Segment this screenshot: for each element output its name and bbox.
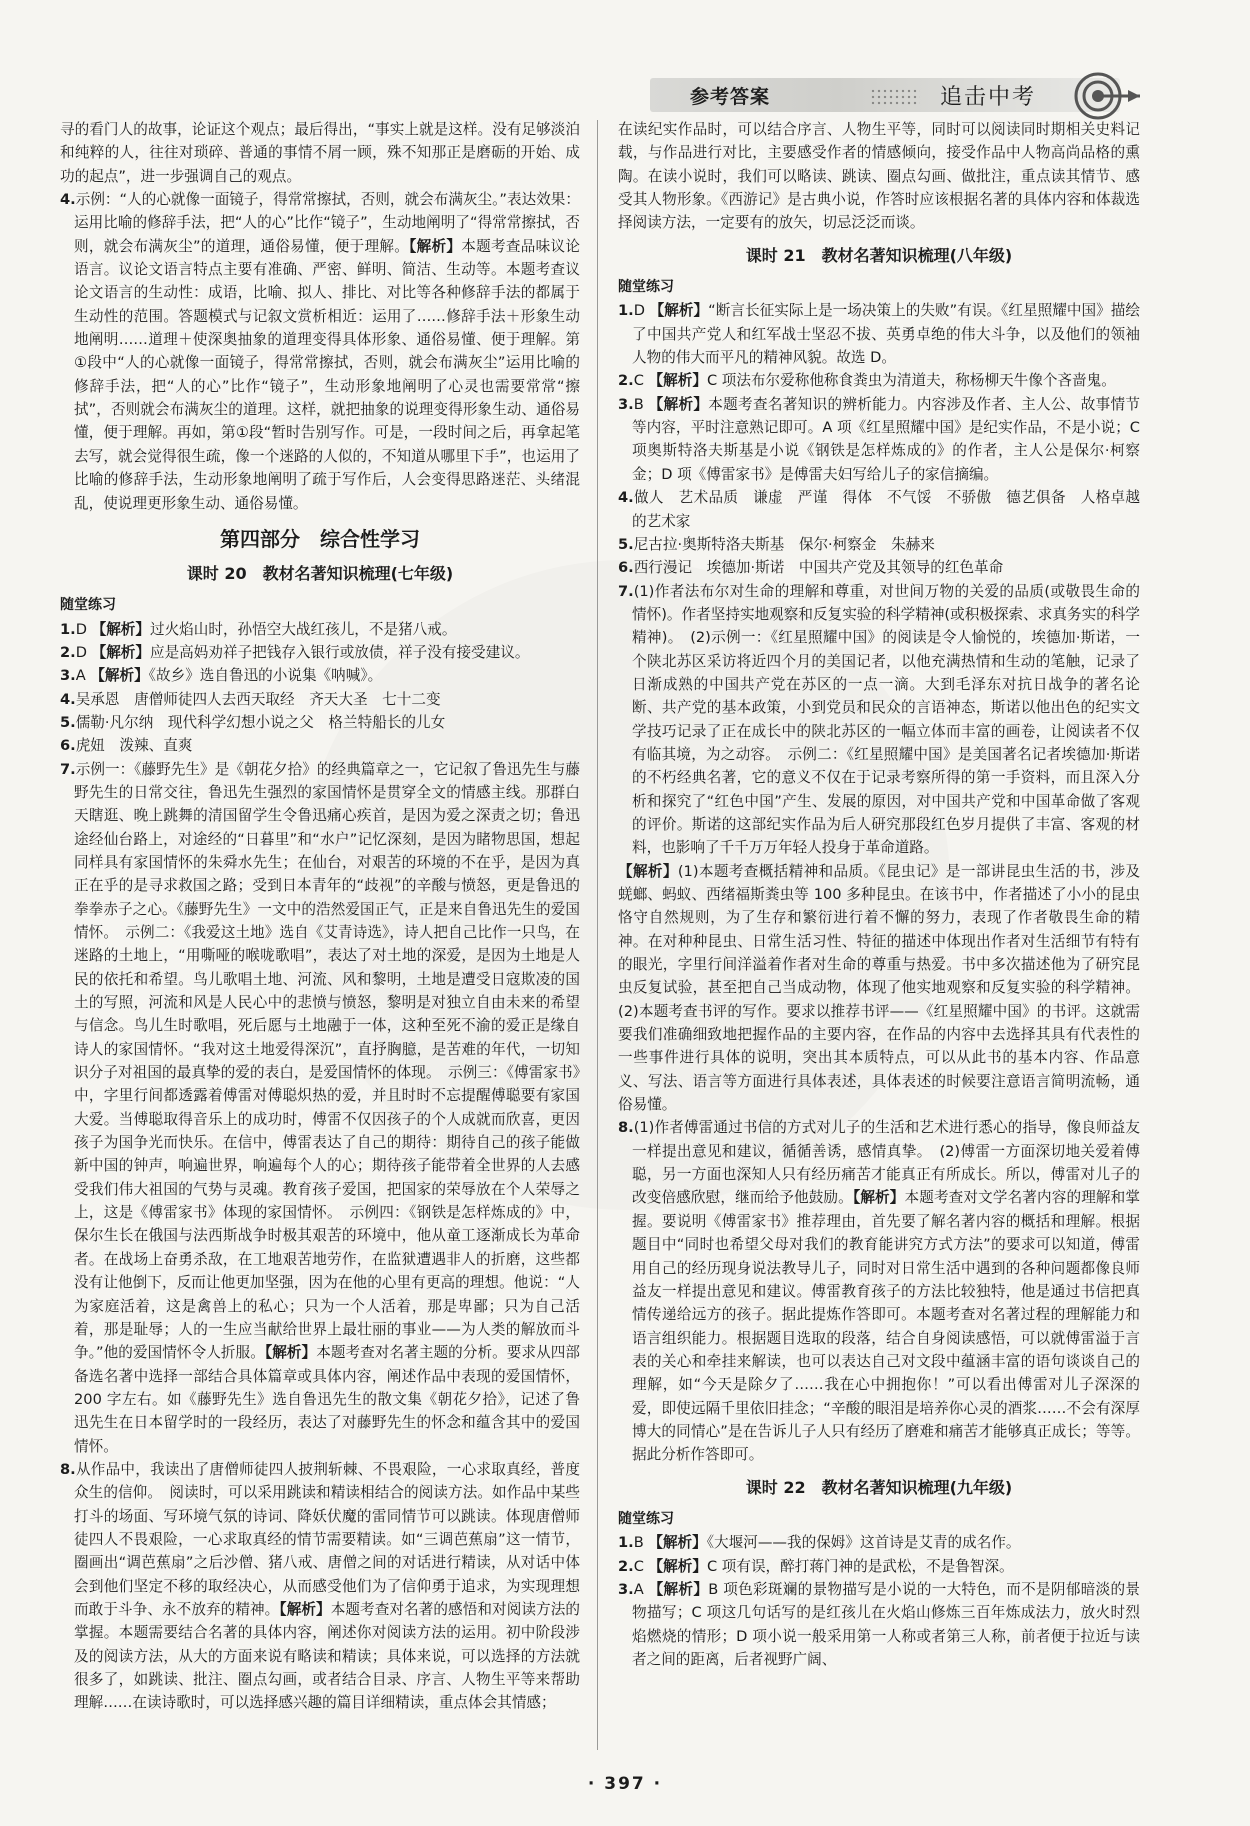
- answer-item: 3.A 【解析】《故乡》选自鲁迅的小说集《呐喊》。: [60, 667, 383, 685]
- answer-item: 4.吴承恩 唐僧师徒四人去西天取经 齐天大圣 七十二变: [60, 690, 441, 708]
- answer-item: 2.D 【解析】应是高妈劝祥子把钱存入银行或放债，祥子没有接受建议。: [60, 643, 530, 661]
- target-arrow-icon: [1070, 70, 1142, 122]
- answer-item: 7.(1)作者法布尔对生命的理解和尊重，对世间万物的关爱的品质(或敬畏生命的情怀)。作者坚持实地观察和反复实验的科学精神(或积极探索、求真务实的科学精神)。 (2)示例一：《红星照耀中国》的阅读是令人愉悦的，埃德加·斯诺，一个陕北苏区采访将近四个月的美国记者，以他充满热情和生动的笔触，记录了日渐成熟的中国共产党在苏区的一点一滴。大到毛泽东对抗日战争的著名论断、共产党的基本政策，小到党员和民众的言语神态，斯诺以他出色的纪实文学技巧记录了正在成长中的陕北苏区的一幅立体而丰富的画卷，让阅读者不仅有临其境，为之动容。 示例二：《红星照耀中国》是美国著名记者埃德加·斯诺的不朽经典名著，它的意义不仅在于记录考察所得的第一手资料，而且深入分析和探究了“红色中国”产生、发展的原因，对中国共产党和中国革命做了客观的评价。斯诺的这部纪实作品为后人研究那段红色岁月提供了丰富、客观的材料，也影响了千千万万年轻人投身于革命道路。: [618, 582, 1140, 857]
- answer-item: 2.C 【解析】C 项有误，醉打蒋门神的是武松，不是鲁智深。: [618, 1557, 1014, 1575]
- subhead: 随堂练习: [60, 597, 116, 614]
- header-label: 参考答案: [690, 86, 771, 108]
- page-number: · 397 ·: [587, 1774, 663, 1794]
- subhead: 随堂练习: [618, 279, 674, 296]
- answer-item: 3.B 【解析】本题考查名著知识的辨析能力。内容涉及作者、主人公、故事情节等内容，平时注意熟记即可。A 项《红星照耀中国》是纪实作品，不是小说；C 项奥斯特洛夫斯基是小说《钢铁是怎样炼成的》的作者，主人公是保尔·柯察金；D 项《傅雷家书》是傅雷夫妇写给儿子的家信摘编。: [618, 395, 1140, 483]
- lesson-title: 课时 21 教材名著知识梳理(八年级): [745, 245, 1013, 265]
- lesson-title: 课时 20 教材名著知识梳理(七年级): [186, 563, 454, 583]
- answer-item: 4.示例：“人的心就像一面镜子，得常常擦拭，否则，就会布满灰尘。”表达效果：运用比喻的修辞手法，把“人的心”比作“镜子”，生动地阐明了“得常常擦拭，否则，就会布满灰尘”的道理，通俗易懂，便于理解。【解析】本题考查品味议论语言。议论文语言特点主要有准确、严密、鲜明、简洁、生动等。本题考查议论文语言的生动性：成语，比喻、拟人、排比、对比等各种修辞手法的都属于生动性的范围。答题模式与记叙文赏析相近：运用了……修辞手法＋形象生动地阐明……道理＋使深奥抽象的道理变得具体形象、通俗易懂、便于理解。第①段中“人的心就像一面镜子，得常常擦拭，否则，就会布满灰尘”运用比喻的修辞手法，把“人的心”比作“镜子”，生动形象地阐明了心灵也需要常常“擦拭”，否则就会布满灰尘的道理。这样，就把抽象的说理变得形象生动、通俗易懂，便于理解。再如，第①段“暂时告别写作。可是，一段时间之后，再拿起笔去写，就会觉得很生疏，像一个迷路的人似的，不知道从哪里下手”，也运用了比喻的修辞手法，生动形象地阐明了疏于写作后，人会变得思路迷茫、头绪混乱，使说理更形象生动、通俗易懂。: [60, 191, 580, 512]
- answer-item: 5.尼古拉·奥斯特洛夫斯基 保尔·柯察金 朱赫来: [618, 535, 935, 553]
- answer-item: 6.西行漫记 埃德加·斯诺 中国共产党及其领导的红色革命: [618, 559, 1004, 577]
- lesson-title: 课时 22 教材名著知识梳理(九年级): [745, 1477, 1013, 1497]
- header-dots-decoration: [870, 88, 920, 106]
- header-slogan: 追击中考: [940, 85, 1037, 110]
- answer-item: 1.D 【解析】过火焰山时，孙悟空大战红孩儿，不是猪八戒。: [60, 620, 457, 638]
- answer-item: 8.(1)作者傅雷通过书信的方式对儿子的生活和艺术进行悉心的指导，像良师益友一样提出意见和建议，循循善诱，感情真挚。 (2)傅雷一方面深切地关爱着傅聪，另一方面也深知人只有经历痛苦才能真正有所成长。所以，傅雷对儿子的改变倍感欣慰，继而给予他鼓励。【解析】本题考查对文学名著内容的理解和掌握。要说明《傅雷家书》推荐理由，首先要了解名著内容的概括和理解。根据题目中“同时也希望父母对我们的教育能讲究方式方法”的要求可以知道，傅雷用自己的经历现身说法教导儿子，同时对日常生活中遇到的各种问题都像良师益友一样提出意见和建议。傅雷教育孩子的方法比较独特，他是通过书信把真情传递给远方的孩子。据此提炼作答即可。本题考查对名著过程的理解能力和语言组织能力。根据题目选取的段落，结合自身阅读感悟，可以就傅雷溢于言表的关心和牵挂来解读，也可以表达自己对文段中蕴涵丰富的语句谈谈自己的理解，如“今天是除夕了……我在心中拥抱你！”可以看出傅雷对儿子深深的爱，即使远隔千里依旧挂念；“辛酸的眼泪是培养你心灵的酒浆……不会有深厚博大的同情心”是在告诉儿子人只有经历了磨难和痛苦才能够真正成长；等等。据此分析作答即可。: [618, 1119, 1140, 1464]
- answer-item: 1.D 【解析】“断言长征实际上是一场决策上的失败”有误。《红星照耀中国》描绘了中国共产党人和红军战士坚忍不拔、英勇卓绝的伟大斗争，以及他们的领袖人物的伟大而平凡的精神风貌。故选 D。: [618, 302, 1140, 367]
- right-column: [618, 118, 1140, 1671]
- answer-item: 5.儒勒·凡尔纳 现代科学幻想小说之父 格兰特船长的儿女: [60, 713, 446, 731]
- answer-item: 7.示例一：《藤野先生》是《朝花夕拾》的经典篇章之一，它记叙了鲁迅先生与藤野先生的日常交往，鲁迅先生强烈的家国情怀是贯穿全文的情感主线。那群白天瞎逛、晚上跳舞的清国留学生令鲁迅痛心疾首，是因为爱之深责之切；鲁迅途经仙台路上，对途经的“日暮里”和“水户”记忆深刻，是因为睹物思国，想起同样具有家国情怀的朱舜水先生；在仙台，对艰苦的环境的不在乎，是因为真正在乎的是寻求救国之路；受到日本青年的“歧视”的辛酸与愤怒，更是鲁迅的拳拳赤子之心。《藤野先生》一文中的浩然爱国正气，正是来自鲁迅先生的爱国情怀。 示例二：《我爱这土地》选自《艾青诗选》，诗人把自己比作一只鸟，在迷路的土地上，“用嘶哑的喉咙歌唱”，表达了对土地的深爱，是因为土地是人民的依托和希望。鸟儿歌唱土地、河流、风和黎明，土地是遭受日寇欺凌的国土的写照，河流和风是人民心中的悲愤与愤怒，黎明是对独立自由未来的希望与信念。鸟儿生时歌唱，死后愿与土地融于一体，这种至死不渝的爱正是缘自诗人的家国情怀。“我对这土地爱得深沉”，直抒胸臆，是苦难的年代，一切知识分子对祖国的最真挚的爱的表白，是爱国情怀的体现。 示例三：《傅雷家书》中，字里行间都透露着傅雷对傅聪炽热的爱，并且时时不忘提醒傅聪要有家国大爱。当傅聪取得音乐上的成功时，傅雷不仅因孩子的个人成就而欣喜，更因孩子为国争光而快乐。在信中，傅雷表达了自己的期待：期待自己的孩子能做新中国的钟声，响遍世界，响遍每个人的心；期待孩子能带着全世界的人去感受我们伟大祖国的气势与灵魂。教育孩子爱国，把国家的荣辱放在个人荣辱之上，这是《傅雷家书》体现的家国情怀。 示例四：《钢铁是怎样炼成的》中，保尔生长在俄国与法西斯战争时极其艰苦的环境中，他从童工逐渐成长为革命者。在战场上奋勇杀敌，在工地艰苦地劳作，在监狱遭遇非人的折磨，这些都没有让他倒下，反而让他更加坚强，因为在他的心里有更高的理想。他说：“人为家庭活着，这是禽兽上的私心；只为一个人活着，那是卑鄙；只为自己活着，那是耻辱；人的一生应当献给世界上最壮丽的事业——为人类的解放而斗争。”他的爱国情怀令人折服。【解析】本题考查对名著主题的分析。要求从四部备选名著中选择一部结合具体篇章或具体内容，阐述作品中表现的爱国情怀，200 字左右。如《藤野先生》选自鲁迅先生的散文集《朝花夕拾》，记述了鲁迅先生在日本留学时的一段经历，表达了对藤野先生的怀念和蕴含其中的爱国情怀。: [60, 760, 580, 1455]
- answer-item: 3.A 【解析】B 项色彩斑斓的景物描写是小说的一大特色，而不是阴郁暗淡的景物描写；C 项这几句话写的是红孩儿在火焰山修炼三百年炼成法力，放火时烈焰燃烧的情形；D 项小说一般采用第一人称或者第三人称，前者便于拉近与读者之间的距离，后者视野广阔、: [618, 1580, 1140, 1668]
- section-title: 第四部分 综合性学习: [220, 526, 420, 551]
- answer-item: 1.B 【解析】《大堰河——我的保姆》这首诗是艾青的成名作。: [618, 1534, 1021, 1552]
- answer-item: 6.虎妞 泼辣、直爽: [60, 737, 193, 755]
- paragraph: 寻的看门人的故事，论证这个观点；最后得出，“事实上就是这样。没有足够淡泊和纯粹的人，往往对琐碎、普通的事情不屑一顾，殊不知那正是磨砺的开始、成功的起点”，进一步强调自己的观点。: [60, 121, 580, 185]
- analysis-paragraph: 【解析】(1)本题考查概括精神和品质。《昆虫记》是一部讲昆虫生活的书，涉及蜣螂、蚂蚁、西绪福斯粪虫等 100 多种昆虫。在该书中，作者描述了小小的昆虫恪守自然规则，为了生存和繁衍进行着不懈的努力，表现了作者敬畏生命的精神。在对种种昆虫、日常生活习性、特征的描述中体现出作者对生活细节有特有的眼光，字里行间洋溢着作者对生命的尊重与热爱。书中多次描述他为了研究昆虫反复试验，甚至把自己当成动物，体现了他实地观察和反复实验的科学精神。(2)本题考查书评的写作。要求以推荐书评——《红星照耀中国》的书评。这就需要我们准确细致地把握作品的主要内容，在作品的内容中去选择其具有代表性的一些事件进行具体的说明，突出其本质特点，可以从此书的基本内容、作品意义、写法、语言等方面进行具体表述，具体表述的时候要注意语言简明流畅，通俗易懂。: [618, 862, 1140, 1114]
- answer-item: 4.做人 艺术品质 谦虚 严谨 得体 不气馁 不骄傲 德艺俱备 人格卓越的艺术家: [618, 489, 1140, 530]
- left-column: [60, 118, 580, 1715]
- paragraph: 在读纪实作品时，可以结合序言、人物生平等，同时可以阅读同时期相关史料记载，与作品进行对比，主要感受作者的情感倾向，接受作品中人物高尚品格的熏陶。在读小说时，我们可以略读、跳读、圈点勾画、做批注，重点读其情节、感受其人物形象。《西游记》是古典小说，作答时应该根据名著的具体内容和体裁选择阅读方法，一定要有的放矢，切忌泛泛而谈。: [618, 121, 1140, 232]
- column-divider: [597, 120, 598, 1750]
- subhead: 随堂练习: [618, 1510, 674, 1527]
- answer-item: 2.C 【解析】C 项法布尔爱称他称食粪虫为清道夫，称杨柳天牛像个吝啬鬼。: [618, 372, 1116, 390]
- answer-item: 8.从作品中，我读出了唐僧师徒四人披荆斩棘、不畏艰险，一心求取真经，普度众生的信仰。 阅读时，可以采用跳读和精读相结合的阅读方法。如作品中某些打斗的场面、写环境气氛的诗词、降妖伏魔的雷同情节可以跳读。体现唐僧师徒四人不畏艰险，一心求取真经的情节需要精读。如“三调芭蕉扇”这一情节，圈画出“调芭蕉扇”之后沙僧、猪八戒、唐僧之间的对话进行精读，从对话中体会到他们坚定不移的取经决心，从而感受他们为了信仰勇于追求，为实现理想而敢于斗争、永不放弃的精神。【解析】本题考查对名著的感悟和对阅读方法的掌握。本题需要结合名著的具体内容，阐述你对阅读方法的运用。初中阶段涉及的阅读方法，从大的方面来说有略读和精读；具体来说，可以选择的方法就很多了，如跳读、批注、圈点勾画，或者结合目录、序言、人物生平等来帮助理解……在读诗歌时，可以选择感兴趣的篇目详细精读，重点体会其情感；: [60, 1460, 580, 1712]
